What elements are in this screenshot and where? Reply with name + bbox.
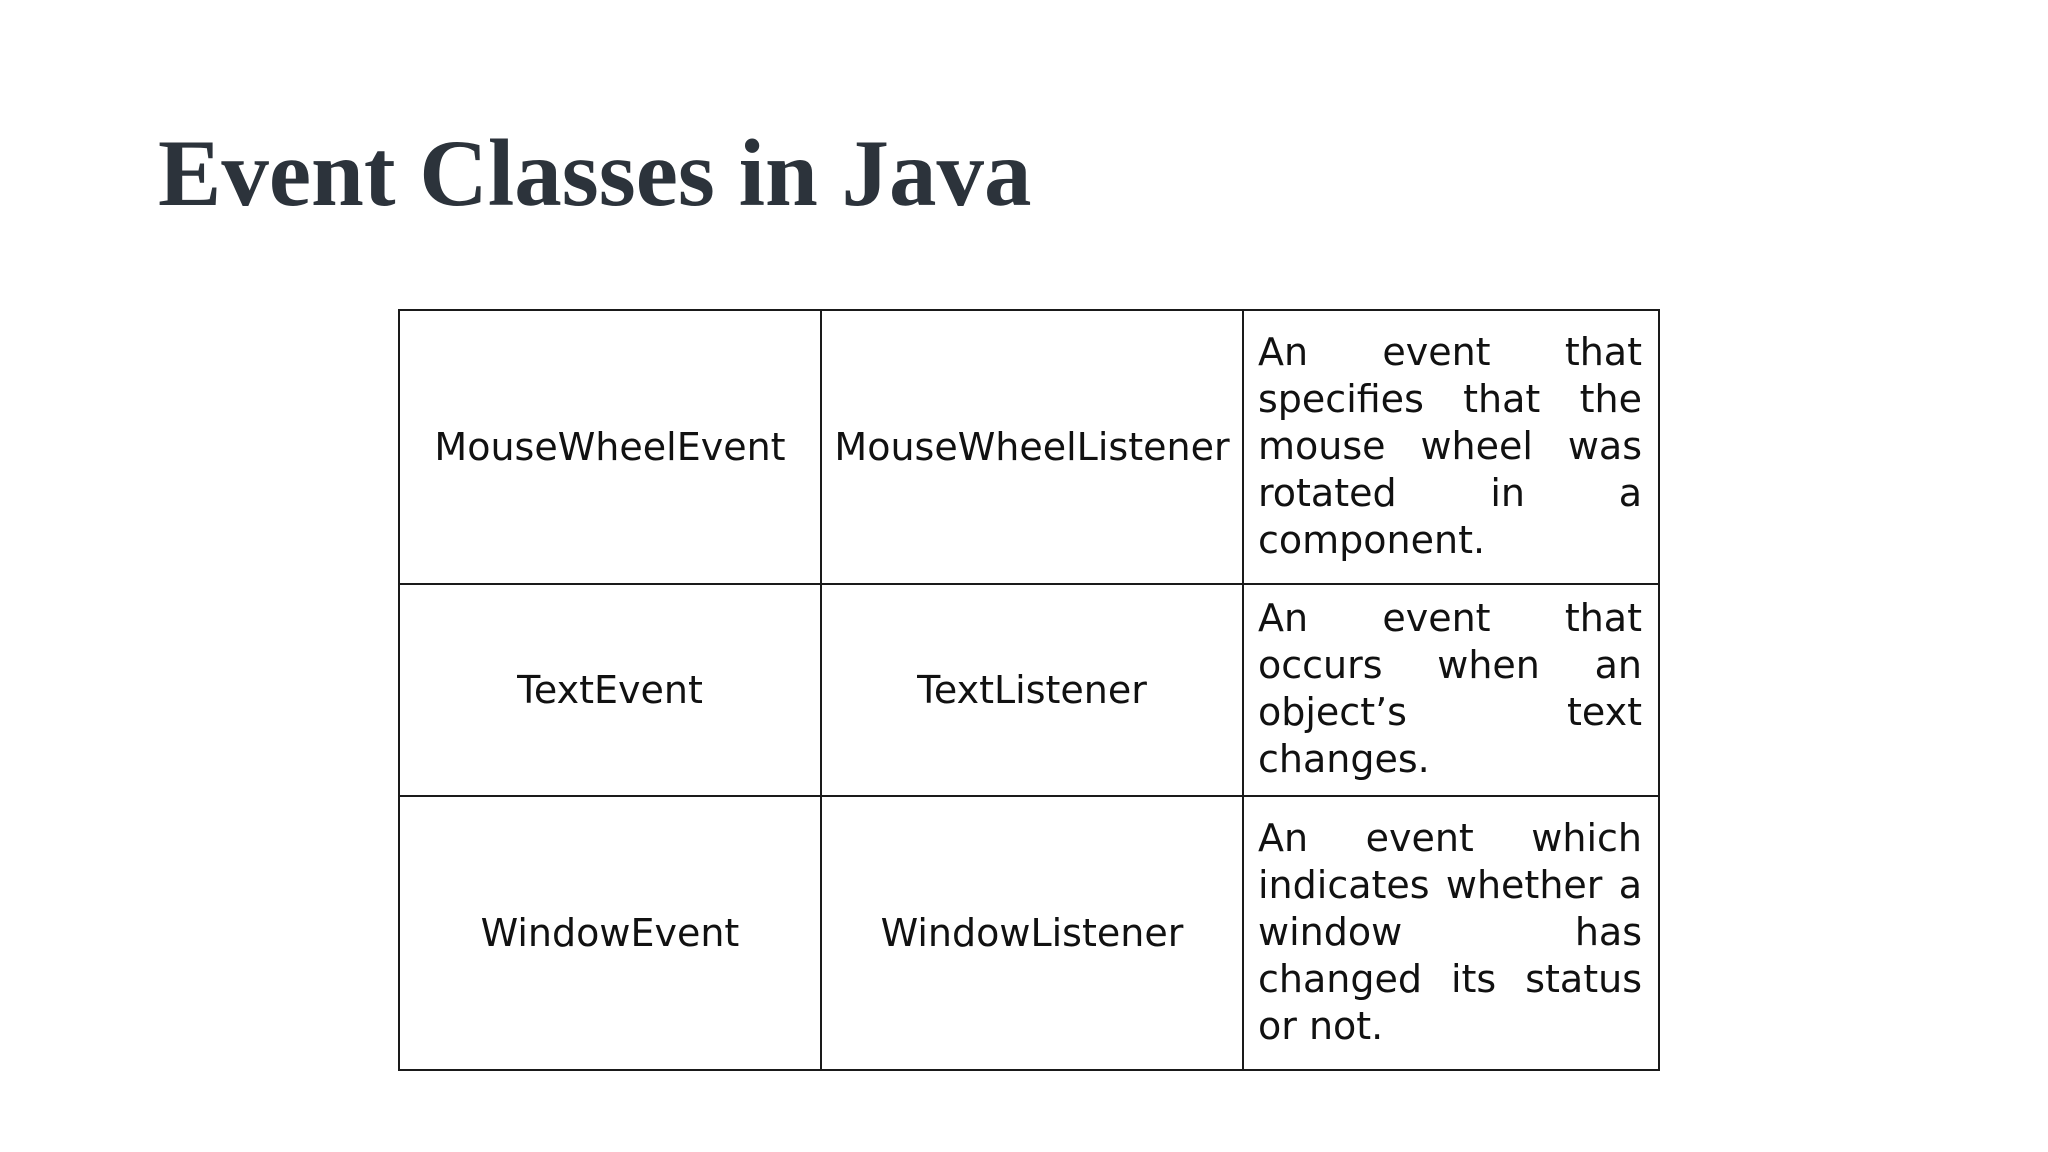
event-class-cell: MouseWheelEvent: [399, 310, 821, 584]
description-cell: An event that occurs when an object’s text changes.: [1243, 584, 1659, 796]
table-row: [399, 310, 1659, 584]
table-row: [399, 584, 1659, 796]
description-cell: An event that specifies that the mouse wheel was rotated in a component.: [1243, 310, 1659, 584]
event-class-cell: TextEvent: [399, 584, 821, 796]
listener-cell: MouseWheelListener: [821, 310, 1243, 584]
event-classes-table: [398, 309, 1660, 1071]
slide-title: Event Classes in Java: [158, 120, 1032, 226]
description-cell: An event which indicates whether a window has changed its status or not.: [1243, 796, 1659, 1070]
listener-cell: TextListener: [821, 584, 1243, 796]
listener-cell: WindowListener: [821, 796, 1243, 1070]
table-row: [399, 796, 1659, 1070]
event-class-cell: WindowEvent: [399, 796, 821, 1070]
